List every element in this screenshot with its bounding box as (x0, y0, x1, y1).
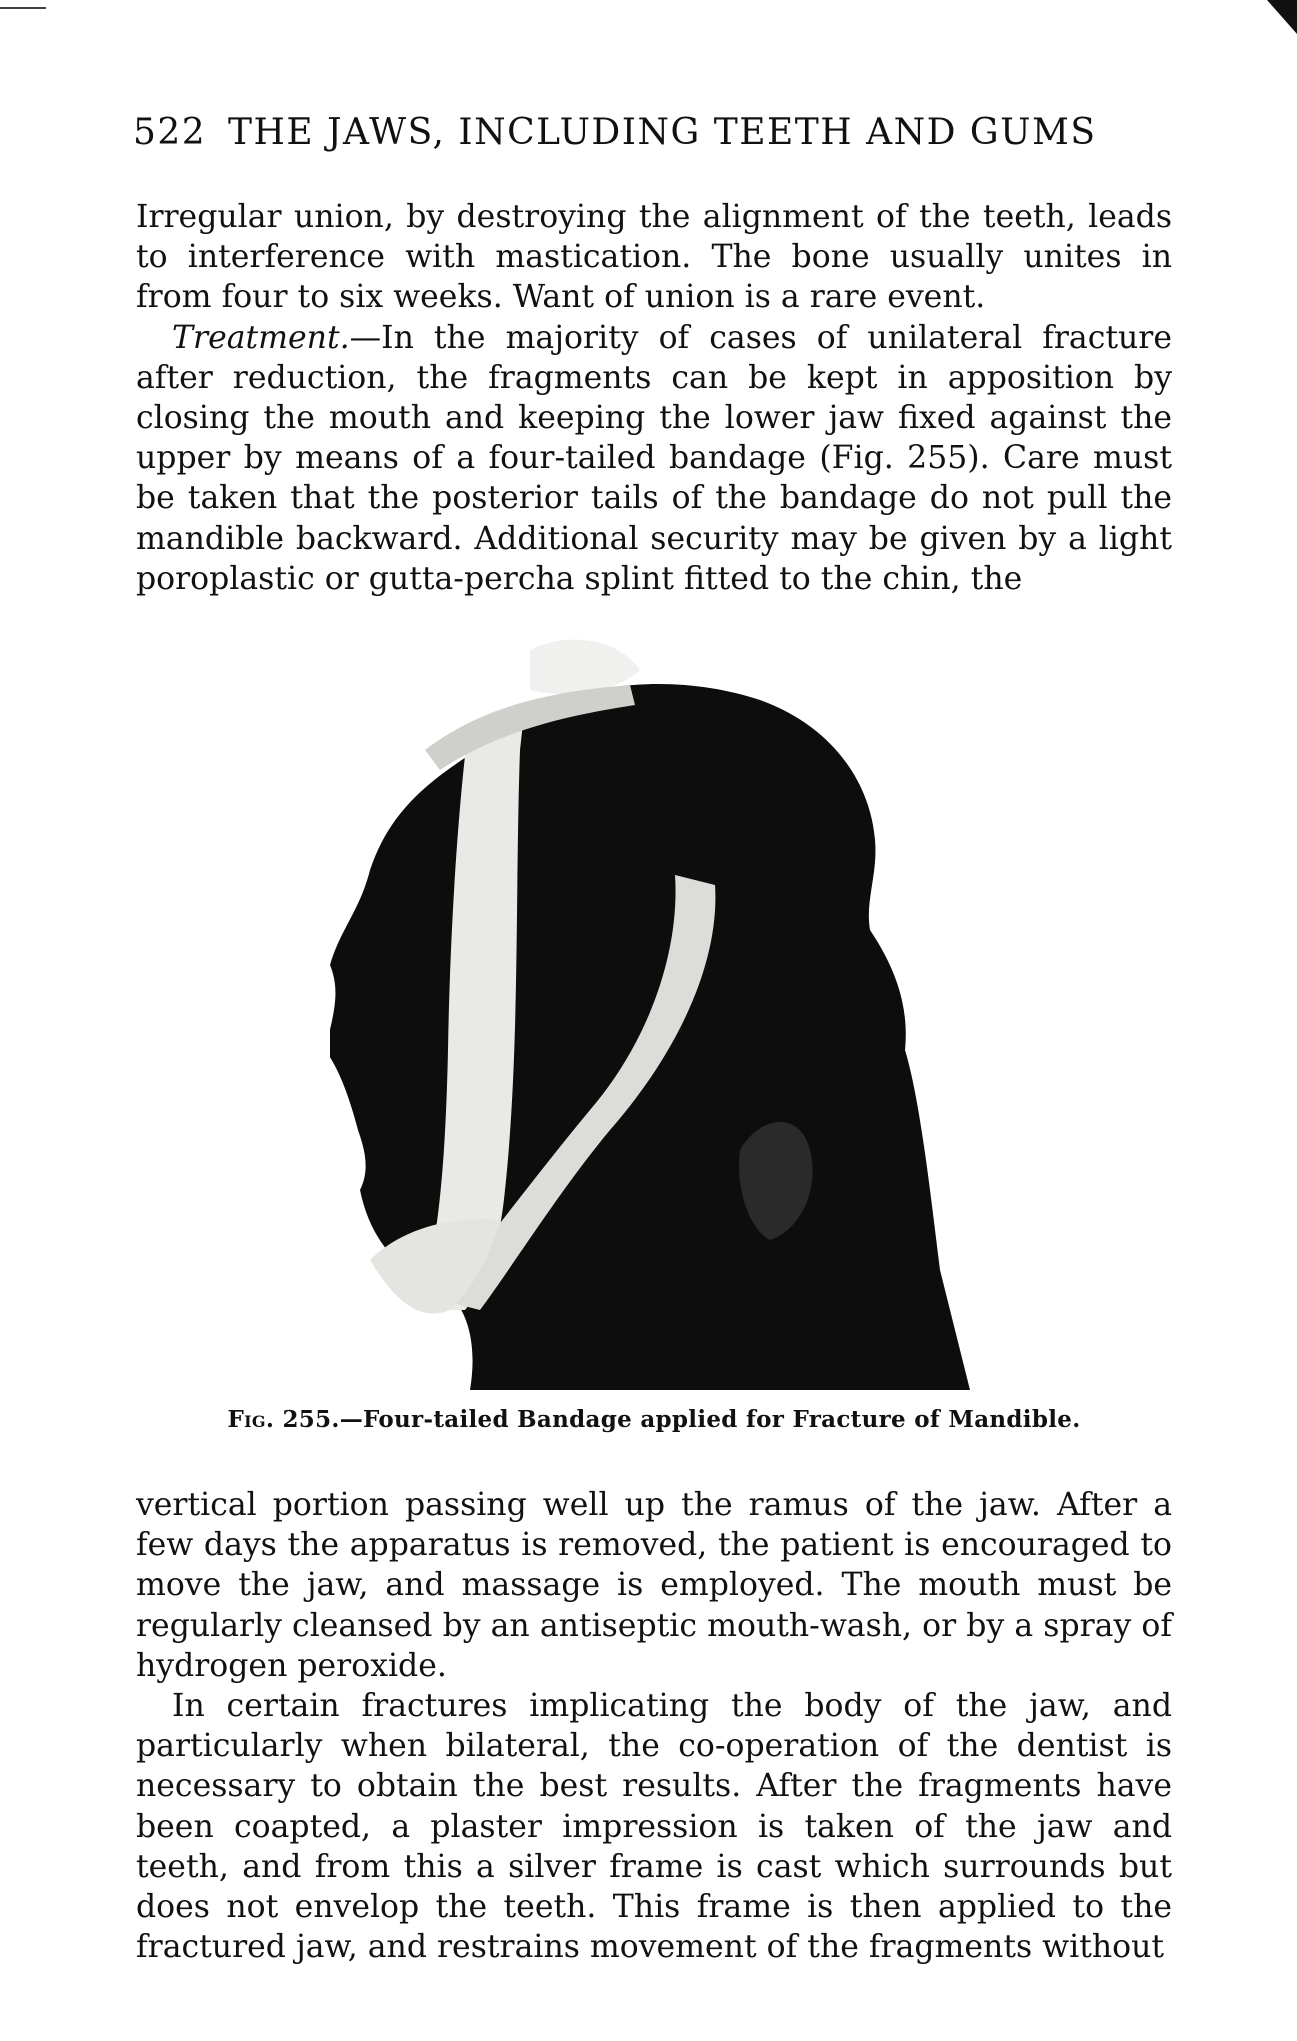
treatment-text: —In the majority of cases of unilateral fracture after reduction, the fragments can be kept in apposition by closing the mouth and keeping the lower jaw fixed against the upper by means of a four-tailed bandage (Fig. 255). Care must be taken that the posterior tails of the bandage do not pull the mandible backward. Additional security may be given by a light poroplastic or gutta-percha splint fitted to the chin, the (136, 319, 1172, 597)
bandaged-head-illustration (330, 630, 980, 1390)
paragraph-irregular-union: Irregular union, by destroying the alignment of the teeth, leads to interference with mastication. The bone usually unites in from four to six weeks. Want of union is a rare event. (136, 199, 1172, 316)
text-block-bottom (136, 1485, 1172, 1967)
scan-edge-mark (0, 7, 46, 9)
figure-label: Fig. 255. (227, 1406, 340, 1433)
running-head (133, 112, 1173, 153)
figure-caption (136, 1406, 1172, 1433)
page-number: 522 (133, 112, 207, 153)
chapter-title: THE JAWS, INCLUDING TEETH AND GUMS (228, 112, 1097, 153)
figure-caption-text: —Four-tailed Bandage applied for Fracture of Mandible. (339, 1406, 1081, 1433)
paragraph-vertical-portion: vertical portion passing well up the ramus of the jaw. After a few days the apparatus is removed, the patient is encouraged to move the jaw, and massage is employed. The mouth must be regularly cleansed by an antiseptic mouth-wash, or by a spray of hydrogen peroxide. (136, 1487, 1172, 1684)
paragraph-treatment (136, 318, 1172, 599)
scan-corner-mark (1267, 0, 1297, 34)
figure-255-photo (330, 630, 980, 1390)
paragraph-certain-fractures: In certain fractures implicating the body of the jaw, and particularly when bilateral, the co-operation of the dentist is necessary to obtain the best results. After the fragments have been coapted, a plaster impression is taken of the jaw and teeth, and from this a silver frame is cast which surrounds but does not envelop the teeth. This frame is then applied to the fractured jaw, and restrains movement of the fragments without (136, 1688, 1172, 1966)
text-block-top (136, 197, 1172, 599)
treatment-heading: Treatment. (172, 319, 350, 356)
